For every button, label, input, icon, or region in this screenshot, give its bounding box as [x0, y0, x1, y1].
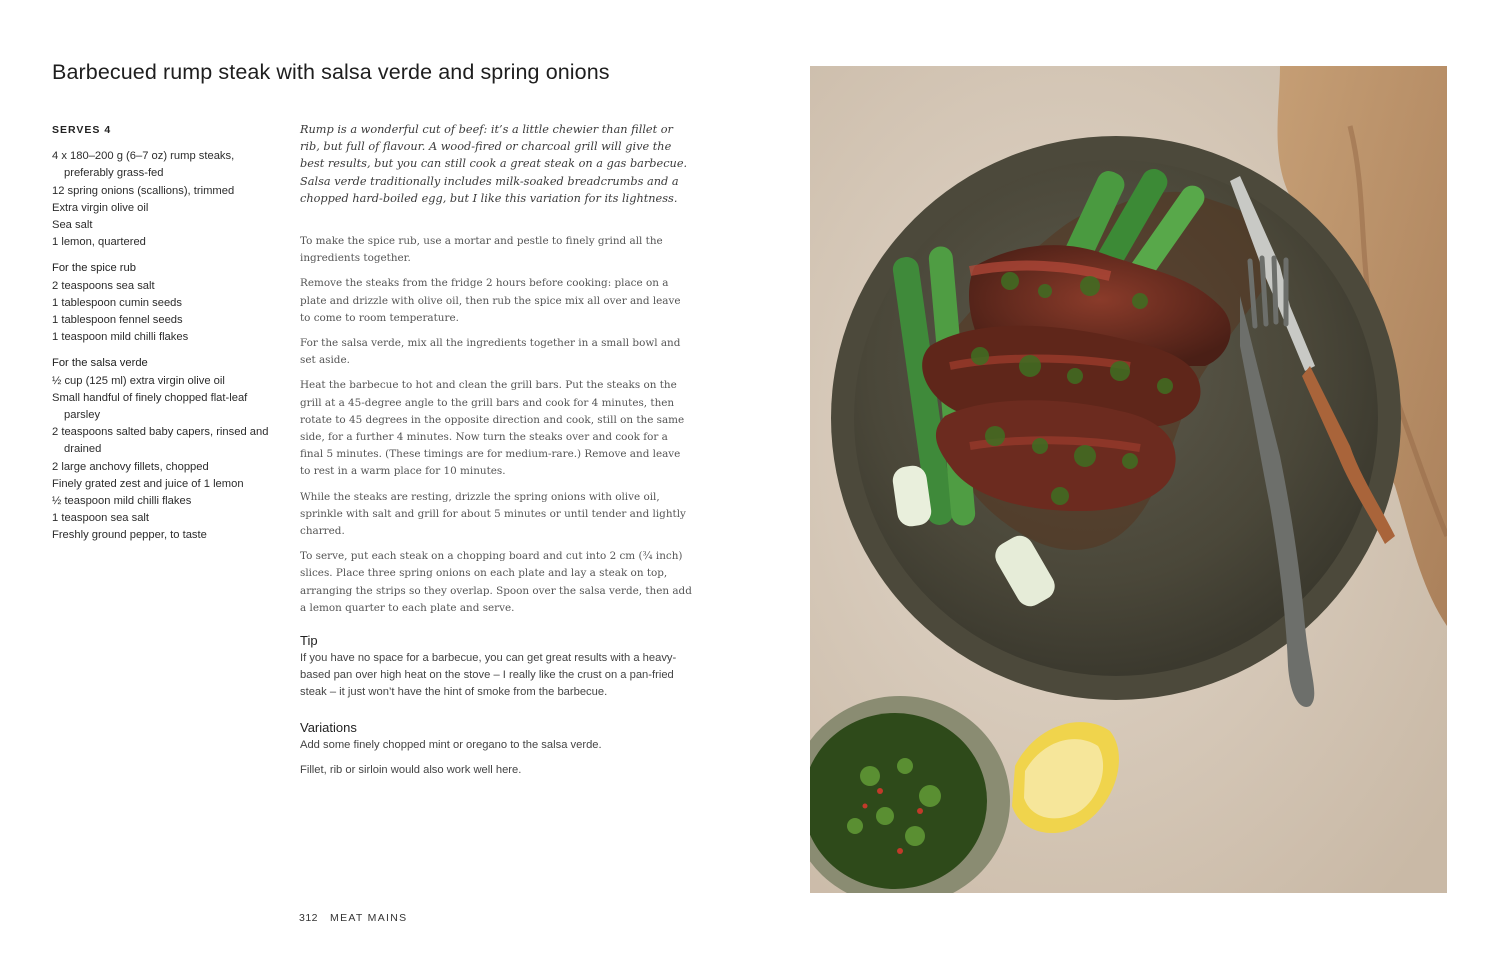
method-step: Remove the steaks from the fridge 2 hours before cooking: place on a plate and drizzle with olive oil, then rub the spice mix all over and leave to come to room temperature.: [300, 277, 681, 324]
ingredient-list: [52, 148, 277, 251]
page-number: 312: [299, 912, 319, 924]
ingredient-item: Extra virgin olive oil: [52, 201, 149, 214]
ingredient-item: 1 teaspoon sea salt: [52, 512, 150, 525]
ingredient-item: ½ teaspoon mild chilli flakes: [52, 495, 192, 508]
spice-rub-list: [52, 278, 277, 347]
ingredient-item: Finely grated zest and juice of 1 lemon: [52, 477, 244, 490]
ingredient-item: Sea salt: [52, 219, 93, 232]
method-column: [300, 121, 692, 787]
method-step: For the salsa verde, mix all the ingredients together in a small bowl and set aside.: [300, 337, 681, 367]
ingredient-item: Freshly ground pepper, to taste: [52, 529, 207, 542]
method-step: To serve, put each steak on a chopping board and cut into 2 cm (¾ inch) slices. Place three spring onions on each plate and lay a steak on top, arranging the strips so they overlap. Spoon over the salsa verde, then add a lemon quarter to each plate and serve.: [300, 550, 692, 614]
ingredient-item: 1 teaspoon mild chilli flakes: [52, 331, 189, 344]
ingredient-item: ½ cup (125 ml) extra virgin olive oil: [52, 374, 225, 387]
ingredient-item: 1 tablespoon cumin seeds: [52, 296, 182, 309]
ingredient-item: 2 teaspoons salted baby capers, rinsed and drained: [52, 426, 269, 456]
tip-text: If you have no space for a barbecue, you can get great results with a heavy-based pan over high heat on the stove – I really like the crust on a pan-fried steak – it just won’t have the hint of smoke from the barbecue.: [300, 652, 677, 699]
ingredient-item: Small handful of finely chopped flat-leaf parsley: [52, 391, 248, 422]
section-name: MEAT MAINS: [330, 912, 408, 924]
serves-label: SERVES 4: [52, 124, 112, 136]
method-step: To make the spice rub, use a mortar and pestle to finely grind all the ingredients together.: [300, 235, 663, 265]
ingredient-item: 12 spring onions (scallions), trimmed: [52, 184, 235, 197]
salsa-verde-heading: For the salsa verde: [52, 357, 148, 370]
variations-heading: Variations: [300, 719, 357, 735]
steak-plate-illustration: [810, 66, 1447, 893]
page-footer: [299, 912, 407, 924]
method-step: While the steaks are resting, drizzle the spring onions with olive oil, sprinkle with salt and grill for about 5 minutes or until tender and lightly charred.: [300, 490, 686, 538]
variation-item: Fillet, rib or sirloin would also work well here.: [300, 763, 522, 776]
ingredient-item: 1 tablespoon fennel seeds: [52, 314, 183, 327]
spice-rub-heading: For the spice rub: [52, 262, 136, 275]
recipe-title: Barbecued rump steak with salsa verde and spring onions: [52, 60, 610, 84]
tip-heading: Tip: [300, 633, 318, 649]
salsa-verde-list: [52, 373, 277, 545]
recipe-photo: [810, 66, 1447, 893]
ingredient-item: 4 x 180–200 g (6–7 oz) rump steaks, preferably grass-fed: [52, 150, 235, 180]
variation-item: Add some finely chopped mint or oregano to the salsa verde.: [300, 738, 602, 751]
ingredient-item: 2 teaspoons sea salt: [52, 279, 155, 292]
ingredient-item: 2 large anchovy fillets, chopped: [52, 460, 209, 473]
ingredient-item: 1 lemon, quartered: [52, 236, 146, 249]
ingredients-column: [52, 122, 277, 545]
method-step: Heat the barbecue to hot and clean the grill bars. Put the steaks on the grill at a 45-degree angle to the grill bars and cook for 4 minutes, then rotate to 45 degrees in the opposite direction and cook, still on the same side, for a further 4 minutes. Now turn the steaks over and cook for a final 5 minutes. (These timings are for medium-rare.) Remove and leave to rest in a warm place for 10 minutes.: [300, 379, 685, 478]
recipe-intro: Rump is a wonderful cut of beef: it’s a little chewier than fillet or rib, but full of flavour. A wood-fired or charcoal grill will give the best results, but you can still cook a great steak on a gas barbecue. Salsa verde traditionally includes milk-soaked breadcrumbs and a chopped hard-boiled egg, but I like this variation for its lightness.: [300, 123, 688, 205]
